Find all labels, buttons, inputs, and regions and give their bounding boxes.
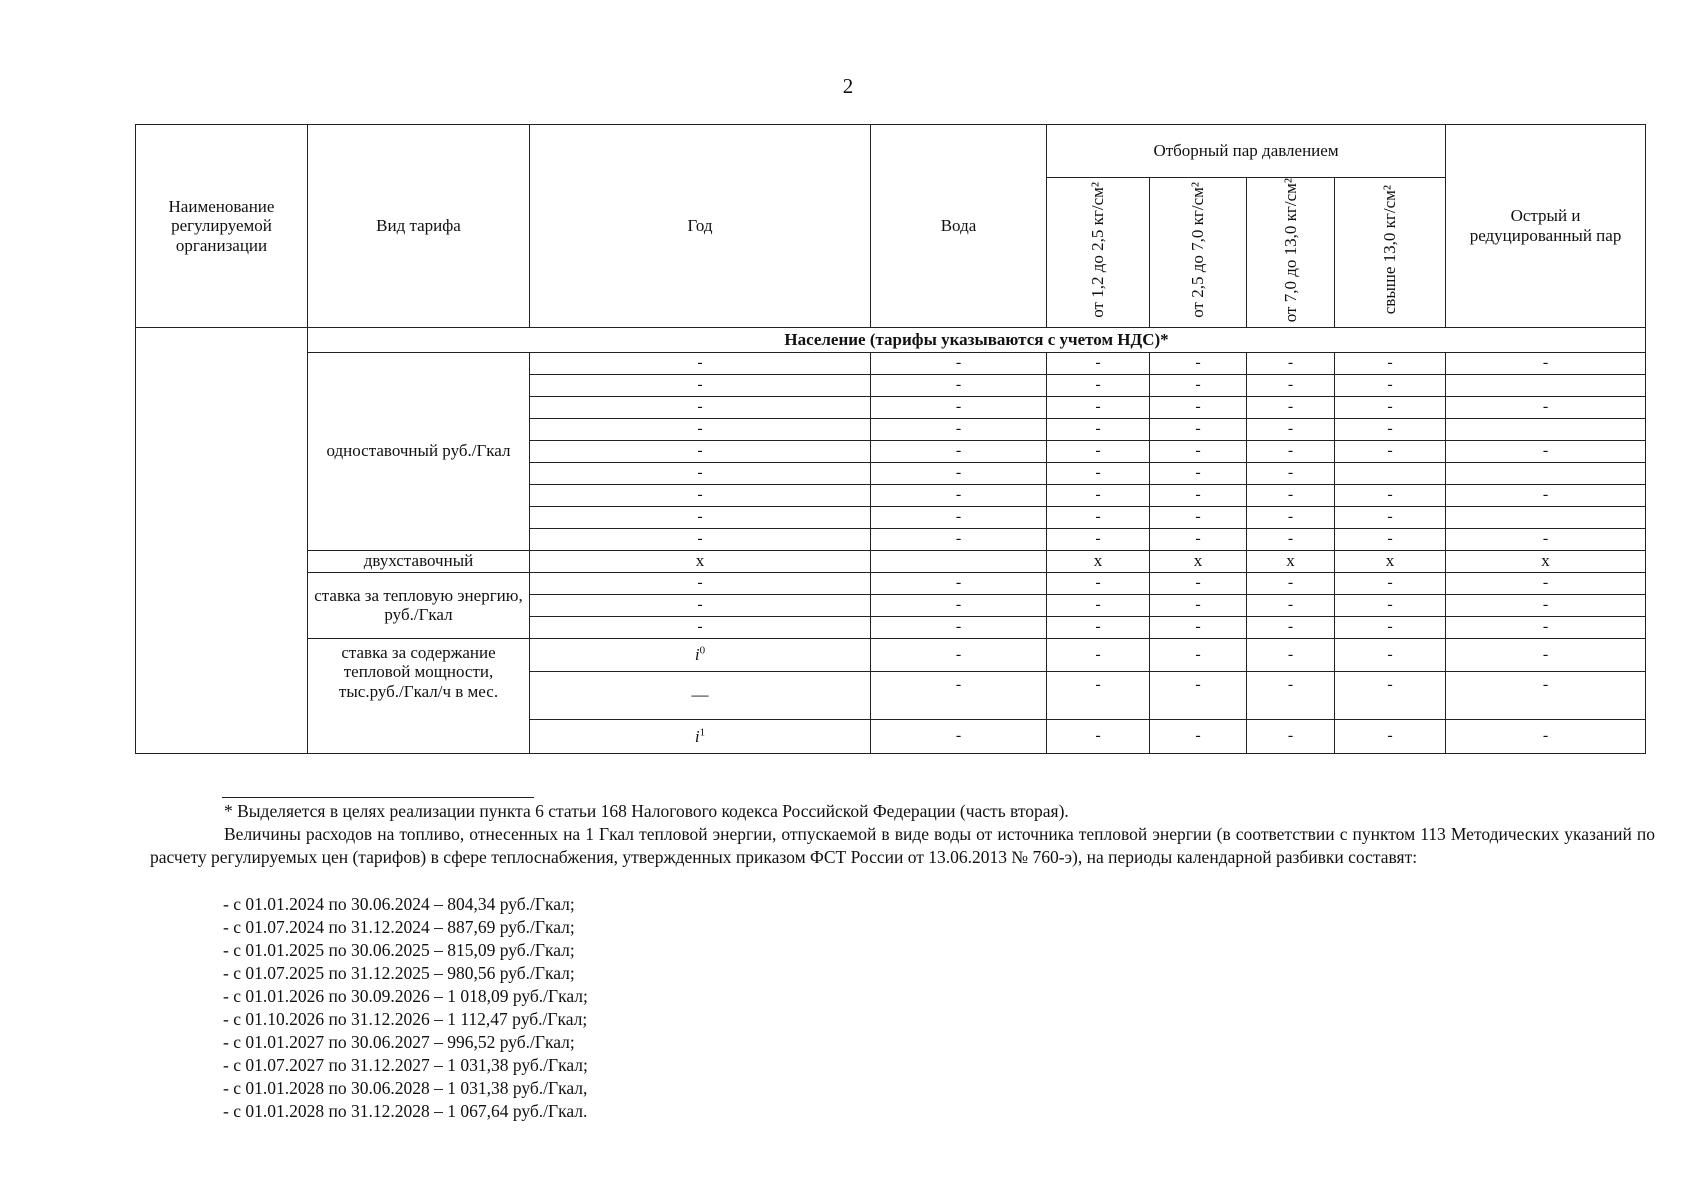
index-i0: $i^0$ xyxy=(694,644,706,665)
table-row xyxy=(136,550,1646,572)
dash-cell: - xyxy=(1335,638,1446,671)
header-pressure-3-text: от 7,0 до 13,0 кг/см² xyxy=(1280,178,1300,323)
dash-cell: - xyxy=(1247,418,1335,440)
page-number: 2 xyxy=(842,74,854,98)
dash-cell: - xyxy=(1150,418,1247,440)
dash-cell: - xyxy=(1335,572,1446,594)
dash-cell: - xyxy=(530,506,871,528)
dash-cell: - xyxy=(1446,638,1646,671)
dash-cell: - xyxy=(1247,396,1335,418)
dash-cell: - xyxy=(871,616,1047,638)
dash-cell: - xyxy=(1047,462,1150,484)
period-item: - с 01.07.2024 по 31.12.2024 – 887,69 руб./Гкал; xyxy=(223,917,575,937)
header-pressure-1 xyxy=(1047,178,1150,328)
dash-cell: - xyxy=(1335,594,1446,616)
dash-cell: - xyxy=(1446,440,1646,462)
energy-rate-label: ставка за тепловую энергию, руб./Гкал xyxy=(308,572,530,638)
empty-cell xyxy=(1446,506,1646,528)
dash-cell: - xyxy=(1150,396,1247,418)
dash-cell: - xyxy=(1335,506,1446,528)
footnote-star: * Выделяется в целях реализации пункта 6 статьи 168 Налогового кодекса Российской Федерации (часть вторая). xyxy=(224,801,1069,821)
dash-cell: - xyxy=(1335,374,1446,396)
dash-cell: - xyxy=(871,638,1047,671)
empty-cell xyxy=(1446,462,1646,484)
dash-cell: - xyxy=(871,484,1047,506)
dash-cell: - xyxy=(1335,396,1446,418)
dash-cell: - xyxy=(1247,484,1335,506)
dash-cell: - xyxy=(1247,594,1335,616)
table-row xyxy=(136,352,1646,374)
period-item: - с 01.01.2024 по 30.06.2024 – 804,34 руб./Гкал; xyxy=(223,894,575,914)
dash-cell: - xyxy=(1047,484,1150,506)
dash-cell: - xyxy=(1446,671,1646,719)
one-rate-label: одноставочный руб./Гкал xyxy=(308,352,530,550)
dash-cell: - xyxy=(1247,719,1335,753)
table-row xyxy=(136,638,1646,671)
dash-cell: - xyxy=(1047,506,1150,528)
dash-cell: - xyxy=(530,396,871,418)
dash-cell: - xyxy=(1247,528,1335,550)
dash-cell: - xyxy=(1335,616,1446,638)
dash-cell: - xyxy=(1150,352,1247,374)
dash-cell: - xyxy=(871,719,1047,753)
fuel-costs-paragraph: Величины расходов на топливо, отнесенных на 1 Гкал тепловой энергии, отпускаемой в виде воды от источника тепловой энергии (в соответствии с пунктом 113 Методических указаний по расчету регулируемых цен (тарифов) в сфере теплоснабжения, утвержденных приказом ФСТ России от 13.06.2013 № 760-э), на периоды календарной разбивки составят: xyxy=(150,824,1655,867)
dash-cell: - xyxy=(1150,528,1247,550)
dash-cell: - xyxy=(1247,671,1335,719)
header-pressure-4-text: свыше 13,0 кг/см² xyxy=(1380,185,1400,315)
dash-cell: - xyxy=(1047,616,1150,638)
dash-cell: - xyxy=(1150,671,1247,719)
dash-cell: - xyxy=(1150,506,1247,528)
dash-cell: - xyxy=(1150,572,1247,594)
header-tariff-type: Вид тарифа xyxy=(308,125,530,328)
dash-cell: - xyxy=(1150,484,1247,506)
dash-cell: - xyxy=(1335,528,1446,550)
empty-cell xyxy=(1335,462,1446,484)
empty-cell xyxy=(1446,374,1646,396)
dash-cell: - xyxy=(871,396,1047,418)
period-item: - с 01.10.2026 по 31.12.2026 – 1 112,47 руб./Гкал; xyxy=(223,1009,588,1029)
table-row xyxy=(136,572,1646,594)
dash-cell: - xyxy=(1047,719,1150,753)
dash-cell: - xyxy=(1047,638,1150,671)
period-item: - с 01.07.2027 по 31.12.2027 – 1 031,38 руб./Гкал; xyxy=(223,1055,588,1075)
cross-cell: x xyxy=(1047,550,1150,572)
dash-cell: - xyxy=(871,671,1047,719)
header-water: Вода xyxy=(871,125,1047,328)
dash-cell: - xyxy=(1047,594,1150,616)
dash-cell: - xyxy=(1446,396,1646,418)
dash-cell: - xyxy=(871,506,1047,528)
dash-cell: - xyxy=(1247,506,1335,528)
header-pressure-2 xyxy=(1150,178,1247,328)
dash-cell: - xyxy=(530,418,871,440)
dash-cell: - xyxy=(1247,462,1335,484)
dash-cell: - xyxy=(1150,440,1247,462)
header-pressure-4 xyxy=(1335,178,1446,328)
dash-cell: - xyxy=(530,462,871,484)
periods-list xyxy=(223,893,588,1123)
index-cell xyxy=(530,638,871,671)
dash-cell: - xyxy=(1247,572,1335,594)
dash-cell: - xyxy=(1150,374,1247,396)
cross-cell: x xyxy=(1446,550,1646,572)
period-item: - с 01.01.2025 по 30.06.2025 – 815,09 руб./Гкал; xyxy=(223,940,575,960)
org-name-cell xyxy=(136,327,308,753)
cross-cell: x xyxy=(1247,550,1335,572)
dash-cell: - xyxy=(871,352,1047,374)
period-item: - с 01.01.2027 по 30.06.2027 – 996,52 руб./Гкал; xyxy=(223,1032,575,1052)
dash-cell: - xyxy=(871,418,1047,440)
dash-cell: - xyxy=(1047,374,1150,396)
dash-cell: - xyxy=(1446,616,1646,638)
period-item: - с 01.07.2025 по 31.12.2025 – 980,56 руб./Гкал; xyxy=(223,963,575,983)
cross-cell: x xyxy=(530,550,871,572)
two-rate-label: двухставочный xyxy=(308,550,530,572)
section-title: Население (тарифы указываются с учетом НДС)* xyxy=(308,327,1646,352)
header-year: Год xyxy=(530,125,871,328)
header-org: Наименование регулируемой организации xyxy=(136,125,308,328)
dash-cell: - xyxy=(1446,484,1646,506)
dash-cell: - xyxy=(1150,719,1247,753)
header-steam-group: Отборный пар давлением xyxy=(1047,125,1446,178)
header-pressure-1-text: от 1,2 до 2,5 кг/см² xyxy=(1088,182,1108,318)
cross-cell: x xyxy=(1335,550,1446,572)
dash-cell: - xyxy=(1047,440,1150,462)
dash-cell: - xyxy=(1150,462,1247,484)
dash-cell: - xyxy=(1247,440,1335,462)
period-item: - с 01.01.2028 по 31.12.2028 – 1 067,64 руб./Гкал. xyxy=(223,1101,588,1121)
index-i1: $i^1$ xyxy=(694,726,706,746)
dash-cell: - xyxy=(1047,671,1150,719)
dash-cell: - xyxy=(1335,440,1446,462)
dash-cell: - xyxy=(1047,352,1150,374)
dash-cell: - xyxy=(1047,528,1150,550)
dash-cell: - xyxy=(530,440,871,462)
dash-cell: - xyxy=(1335,352,1446,374)
header-sharp-steam: Острый и редуцированный пар xyxy=(1446,125,1646,328)
dash-cell: - xyxy=(1047,396,1150,418)
dash-cell: - xyxy=(871,462,1047,484)
header-pressure-2-text: от 2,5 до 7,0 кг/см² xyxy=(1188,182,1208,318)
header-pressure-3 xyxy=(1247,178,1335,328)
dash-cell: - xyxy=(530,374,871,396)
period-item: - с 01.01.2026 по 30.09.2026 – 1 018,09 руб./Гкал; xyxy=(223,986,588,1006)
dash-cell: - xyxy=(530,572,871,594)
dash-cell: - xyxy=(1150,594,1247,616)
dash-cell: - xyxy=(1335,418,1446,440)
dash-cell: - xyxy=(1047,418,1150,440)
cross-cell: x xyxy=(1150,550,1247,572)
footnote-separator xyxy=(222,797,534,798)
dash-cell: - xyxy=(871,528,1047,550)
dash-cell: - xyxy=(871,374,1047,396)
index-cell xyxy=(530,719,871,753)
dash-cell: - xyxy=(871,594,1047,616)
dash-cell: - xyxy=(1446,719,1646,753)
dash-cell: - xyxy=(530,594,871,616)
long-dash-cell: — xyxy=(530,671,871,719)
dash-cell: - xyxy=(1247,374,1335,396)
dash-cell: - xyxy=(1446,572,1646,594)
dash-cell: - xyxy=(1247,352,1335,374)
tariff-table xyxy=(135,124,1646,754)
dash-cell: - xyxy=(1047,572,1150,594)
dash-cell: - xyxy=(530,616,871,638)
dash-cell: - xyxy=(1446,528,1646,550)
empty-cell xyxy=(871,550,1047,572)
dash-cell: - xyxy=(1247,616,1335,638)
capacity-rate-label: ставка за содержание тепловой мощности, тыс.руб./Гкал/ч в мес. xyxy=(308,638,530,753)
period-item: - с 01.01.2028 по 30.06.2028 – 1 031,38 руб./Гкал, xyxy=(223,1078,588,1098)
dash-cell: - xyxy=(530,528,871,550)
dash-cell: - xyxy=(871,572,1047,594)
dash-cell: - xyxy=(1446,352,1646,374)
dash-cell: - xyxy=(1335,671,1446,719)
dash-cell: - xyxy=(1335,719,1446,753)
dash-cell: - xyxy=(1446,594,1646,616)
dash-cell: - xyxy=(530,484,871,506)
dash-cell: - xyxy=(1150,616,1247,638)
dash-cell: - xyxy=(530,352,871,374)
dash-cell: - xyxy=(871,440,1047,462)
dash-cell: - xyxy=(1247,638,1335,671)
dash-cell: - xyxy=(1335,484,1446,506)
dash-cell: - xyxy=(1150,638,1247,671)
empty-cell xyxy=(1446,418,1646,440)
